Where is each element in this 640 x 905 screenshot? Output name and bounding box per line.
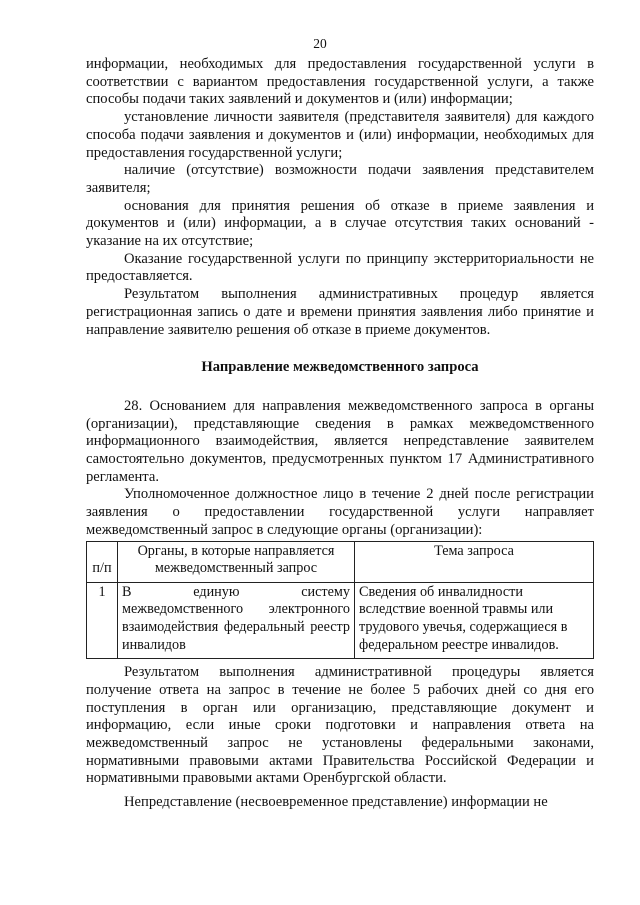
paragraph: основания для принятия решения об отказе в приеме заявления и документов и (или) информации, а в случае отсутствия таких оснований - указание на их отсутствие; xyxy=(86,197,594,250)
paragraph: Оказание государственной услуги по принципу экстерриториальности не предоставляется. xyxy=(86,250,594,285)
row-topic: Сведения об инвалидности вследствие военной травмы или трудового увечья, содержащиеся в федеральном реестре инвалидов. xyxy=(355,582,594,658)
requests-table xyxy=(86,541,594,660)
page-number: 20 xyxy=(313,36,327,51)
row-num: 1 xyxy=(87,582,118,658)
header-topic: Тема запроса xyxy=(355,541,594,582)
table-header-row xyxy=(87,541,594,582)
table-row xyxy=(87,582,594,658)
header-organ: Органы, в которые направляется межведомственный запрос xyxy=(118,541,355,582)
section-heading: Направление межведомственного запроса xyxy=(201,359,479,376)
paragraph: 28. Основанием для направления межведомственного запроса в органы (организации), представляющие сведения в рамках межведомственного информационного взаимодействия, является непредставление заявителем самостоятельно документов, предусмотренных пунктом 17 Административного регламента. xyxy=(86,397,594,485)
row-organ: В единую систему межведомственного электронного взаимодействия федеральный реестр инвалидов xyxy=(118,582,355,658)
paragraph: установление личности заявителя (представителя заявителя) для каждого способа подачи заявления и документов и (или) информации, необходимых для предоставления государственной услуги; xyxy=(86,109,594,161)
paragraph: Непредставление (несвоевременное представление) информации не xyxy=(124,794,548,811)
paragraph: Результатом выполнения административной процедуры является получение ответа на запрос в течение не более 5 рабочих дней со дня его поступления в орган или организацию, представляющие документ и информацию, если иные сроки подготовки и направления ответа на межведомственный запрос не установлены федеральными законами, нормативными правовыми актами Правительства Российской Федерации и нормативными правовыми актами Оренбургской области. xyxy=(86,664,594,787)
paragraph: Уполномоченное должностное лицо в течение 2 дней после регистрации заявления о предоставлении государственной услуги направляет межведомственный запрос в следующие органы (организации): xyxy=(86,486,594,538)
paragraph: информации, необходимых для предоставления государственной услуги в соответствии с вариантом предоставления государственной услуги, а также способы подачи таких заявлений и документов и (или) информации; xyxy=(86,56,594,108)
paragraph: наличие (отсутствие) возможности подачи заявления представителем заявителя; xyxy=(86,162,594,196)
document-body xyxy=(86,56,594,812)
paragraph: Результатом выполнения административных процедур является регистрационная запись о дате и времени принятия заявления либо принятие и направление заявителю решения об отказе в приеме документов. xyxy=(86,286,594,338)
header-num: п/п xyxy=(87,541,118,582)
